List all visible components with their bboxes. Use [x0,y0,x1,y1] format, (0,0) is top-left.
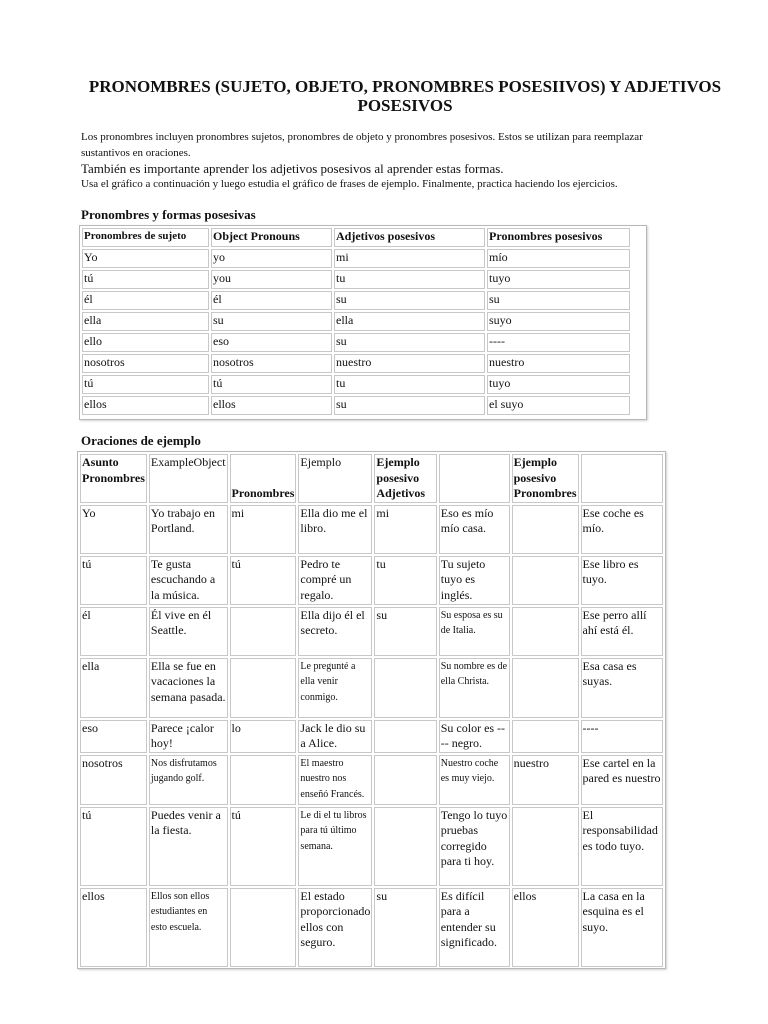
table-cell: tuyo [487,270,630,289]
table-cell: Ella dijo él el secreto. [298,607,372,656]
table-cell: Parece ¡calor hoy! [149,720,228,753]
table-row [80,607,663,656]
table-cell: Tengo lo tuyo pruebas corregido para ti hoy. [439,807,510,886]
table-row [82,312,630,331]
table-cell: El estado proporcionado ellos con seguro. [298,888,372,967]
table-cell [512,807,579,886]
table-cell: su [334,333,485,352]
table-cell: El maestro nuestro nos enseñó Francés. [298,755,372,805]
table-cell: Es difícil para a entender su significado. [439,888,510,967]
table-cell: nuestro [487,354,630,373]
table-cell: nuestro [334,354,485,373]
table-cell: ello [82,333,209,352]
table-cell: Ese coche es mío. [581,505,663,554]
table-cell: Su esposa es su de Italia. [439,607,510,656]
table-cell: ---- [581,720,663,753]
header-cell: Ejemplo [298,454,372,503]
table-cell: mi [230,505,297,554]
table-row [82,249,630,268]
table-cell: ella [80,658,147,718]
table-cell: yo [211,249,332,268]
table-row [82,396,630,415]
table-cell: ellos [82,396,209,415]
table-cell: tú [211,375,332,394]
table-cell: su [374,888,436,967]
table-header-row [82,228,630,247]
table-row [80,720,663,753]
table-cell: Yo [82,249,209,268]
table-cell: Nuestro coche es muy viejo. [439,755,510,805]
examples-table [78,452,665,969]
header-cell: Adjetivos posesivos [334,228,485,247]
table-cell: ---- [487,333,630,352]
header-cell: Ejemplo posesivo Adjetivos [374,454,436,503]
table-row [80,505,663,554]
table-cell: tú [80,556,147,605]
table-cell: su [487,291,630,310]
pronouns-table [80,226,632,417]
table-cell [230,888,297,967]
table-cell: tu [334,375,485,394]
table-cell: Le pregunté a ella venir conmigo. [298,658,372,718]
table-cell: ellos [512,888,579,967]
table-cell: tu [334,270,485,289]
table-cell [374,755,436,805]
table-cell: ellos [80,888,147,967]
table-cell: Le di el tu libros para tú último semana. [298,807,372,886]
table-cell: su [374,607,436,656]
table-cell: su [334,291,485,310]
table-cell: Eso es mío mío casa. [439,505,510,554]
table-cell: Ese cartel en la pared es nuestro [581,755,663,805]
table-cell: El responsabilidad es todo tuyo. [581,807,663,886]
table-cell: ellos [211,396,332,415]
table-cell: tu [374,556,436,605]
table-row [80,658,663,718]
page-title: PRONOMBRES (SUJETO, OBJETO, PRONOMBRES POSESIIVOS) Y ADJETIVOS POSESIVOS [88,77,722,115]
table-cell: él [82,291,209,310]
table-cell: nuestro [512,755,579,805]
table-cell [374,720,436,753]
header-cell: Pronombres posesivos [487,228,630,247]
table-row [82,270,630,289]
table-cell: Jack le dio su a Alice. [298,720,372,753]
table-row [80,755,663,805]
table-cell: nosotros [82,354,209,373]
table-row [80,807,663,886]
intro-paragraph-1: Los pronombres incluyen pronombres sujetos, pronombres de objeto y pronombres posesivos. Estos se utilizan para reemplazar sustantivos en oraciones. [81,131,643,159]
table-cell: Su color es ---- negro. [439,720,510,753]
table-cell: Esa casa es suyas. [581,658,663,718]
table-cell: lo [230,720,297,753]
table-row [80,888,663,967]
table-cell: Su nombre es de ella Christa. [439,658,510,718]
table-cell: you [211,270,332,289]
header-cell: Pronombres [230,454,297,503]
table-cell: nosotros [80,755,147,805]
table-cell: La casa en la esquina es el suyo. [581,888,663,967]
table-cell [374,658,436,718]
table-cell: mi [334,249,485,268]
table-cell: Yo [80,505,147,554]
header-cell: Object Pronouns [211,228,332,247]
table-cell: Ellos son ellos estudiantes en esto escuela. [149,888,228,967]
table-cell [512,607,579,656]
table-row [82,354,630,373]
header-cell: Asunto Pronombres [80,454,147,503]
table-cell: ella [82,312,209,331]
header-cell [439,454,510,503]
table-cell: mío [487,249,630,268]
table-cell: tú [230,807,297,886]
table-cell: él [80,607,147,656]
table-cell [374,807,436,886]
table-cell: su [334,396,485,415]
table-cell: tuyo [487,375,630,394]
intro-paragraph-3: Usa el gráfico a continuación y luego estudia el gráfico de frases de ejemplo. Finalmente, practica haciendo los ejercicios. [81,178,618,190]
examples-table-frame [77,451,666,969]
table-cell [230,607,297,656]
table-cell: Pedro te compré un regalo. [298,556,372,605]
table-cell: su [211,312,332,331]
table-cell: Ella dio me el libro. [298,505,372,554]
table-row [80,556,663,605]
header-cell: Pronombres de sujeto [82,228,209,247]
table-cell: Ese libro es tuyo. [581,556,663,605]
table-cell: ella [334,312,485,331]
table-cell: Puedes venir a la fiesta. [149,807,228,886]
table-cell: Él vive en él Seattle. [149,607,228,656]
table-cell: Yo trabajo en Portland. [149,505,228,554]
pronouns-table-frame [79,225,647,420]
table-cell: eso [211,333,332,352]
table-cell: tú [82,270,209,289]
table-cell: nosotros [211,354,332,373]
table2-heading: Oraciones de ejemplo [81,433,201,448]
table-cell: suyo [487,312,630,331]
table1-heading: Pronombres y formas posesivas [81,207,256,222]
table-cell [512,505,579,554]
intro-paragraph-2: También es importante aprender los adjetivos posesivos al aprender estas formas. [81,161,504,176]
header-cell [581,454,663,503]
table-cell [512,658,579,718]
table-row [82,333,630,352]
table-cell: tú [230,556,297,605]
table-cell: mi [374,505,436,554]
table-row [82,291,630,310]
table-cell: tú [82,375,209,394]
table-cell [512,720,579,753]
table-cell: Te gusta escuchando a la música. [149,556,228,605]
table-cell: tú [80,807,147,886]
table-cell: Ese perro allí ahí está él. [581,607,663,656]
table-cell: él [211,291,332,310]
table-header-row [80,454,663,503]
table-cell [230,755,297,805]
table-row [82,375,630,394]
table-cell: Ella se fue en vacaciones la semana pasada. [149,658,228,718]
table-cell: eso [80,720,147,753]
table-cell [512,556,579,605]
table-cell: Nos disfrutamos jugando golf. [149,755,228,805]
table-cell: el suyo [487,396,630,415]
header-cell: Ejemplo posesivo Pronombres [512,454,579,503]
table-cell: Tu sujeto tuyo es inglés. [439,556,510,605]
header-cell: ExampleObject [149,454,228,503]
table-cell [230,658,297,718]
